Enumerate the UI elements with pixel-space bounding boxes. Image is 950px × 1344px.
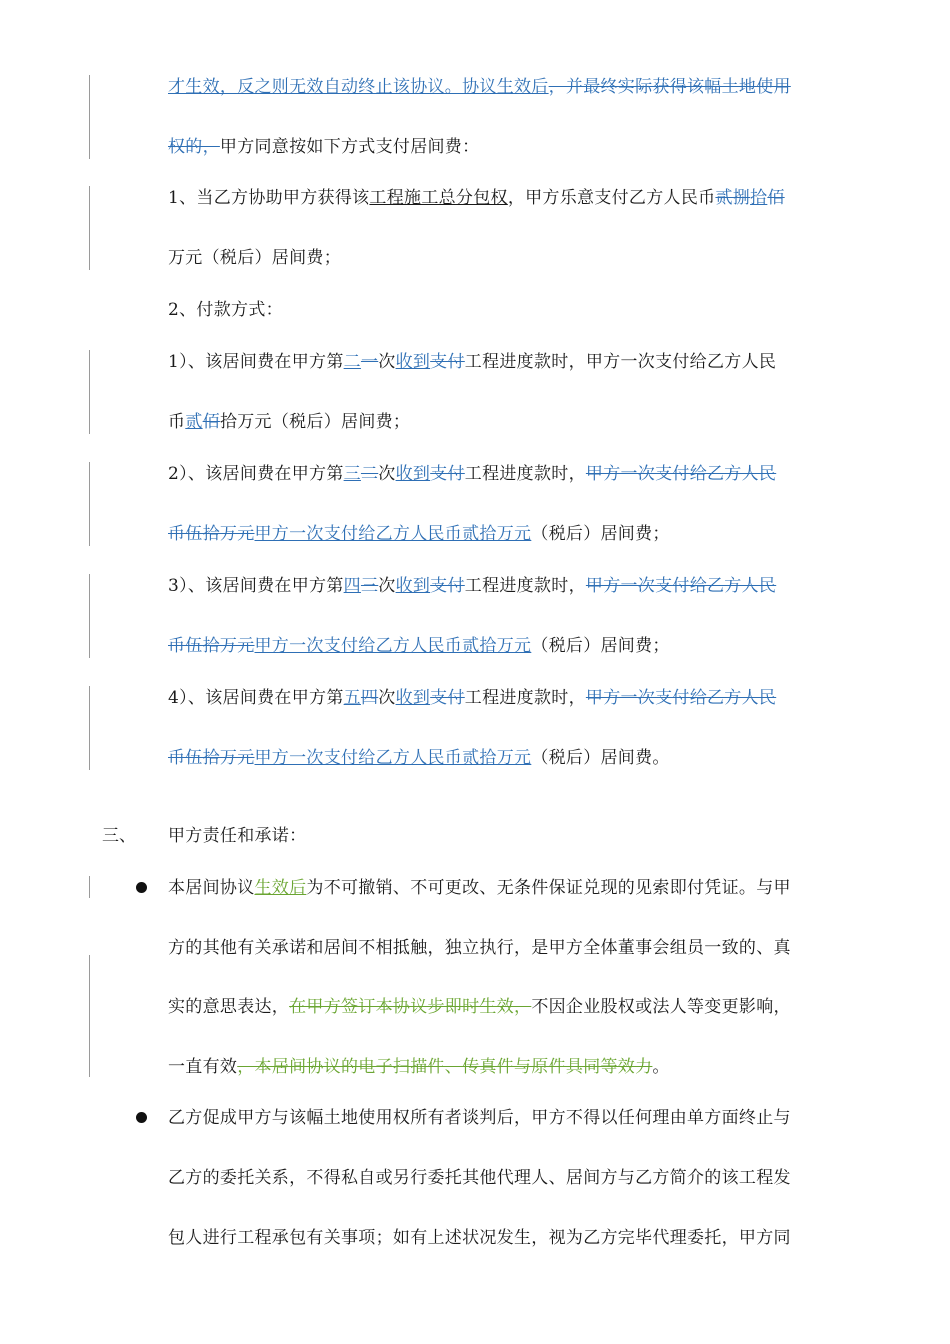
inserted-text: 甲方一次支付给乙方人民币贰拾万元 (254, 636, 532, 656)
underlined-text: 工程施工总分包权 (369, 188, 508, 208)
deleted-text: 甲方一次支付给乙方人民 (585, 688, 777, 708)
sub-item-1-line (168, 410, 410, 434)
sub-item-1-line (168, 350, 776, 374)
deleted-text: 支付 (430, 464, 465, 484)
change-bar (89, 75, 90, 159)
bullet-icon (136, 882, 147, 893)
text: 不因企业股权或法人等变更影响， (531, 997, 791, 1017)
sub-item-2-line (168, 522, 670, 546)
text: 方的其他有关承诺和居间不相抵触，独立执行，是甲方全体董事会组员一致的、真 (168, 938, 791, 958)
text: 乙方促成甲方与该幅土地使用权所有者谈判后，甲方不得以任何理由单方面终止与 (168, 1108, 791, 1128)
text: 次 (378, 352, 396, 372)
text: 。 (652, 1057, 670, 1077)
bullet-1-line (168, 936, 791, 960)
text: 工程进度款时， (464, 464, 586, 484)
inserted-text: 收到 (395, 352, 431, 372)
text: 实的意思表达， (168, 997, 290, 1017)
text: 1、当乙方协助甲方获得该 (168, 188, 370, 208)
deleted-text: 二 (360, 464, 379, 484)
bullet-1-line (168, 1055, 670, 1079)
inserted-text: 收到 (395, 576, 431, 596)
change-bar (89, 574, 90, 658)
text: 拾万元（税后）居间费； (219, 412, 411, 432)
bullet-2-line (168, 1166, 791, 1190)
inserted-text: 拾 (750, 188, 768, 208)
deleted-text: 佰 (202, 412, 220, 432)
deleted-text: 佰 (767, 188, 785, 208)
text: 工程进度款时， (464, 688, 586, 708)
text: 包人进行工程承包有关事项；如有上述状况发生，视为乙方完毕代理委托，甲方同 (168, 1228, 791, 1248)
deleted-text: 贰捌 (715, 188, 751, 208)
item-2-line (168, 298, 283, 322)
bullet-1-line (168, 995, 791, 1019)
change-bar (89, 876, 90, 898)
text: 工程进度款时，甲方一次支付给乙方人民 (464, 352, 777, 372)
paragraph-line (168, 135, 479, 159)
bullet-1-line (168, 876, 791, 900)
text: 次 (378, 688, 396, 708)
inserted-text: 贰 (185, 412, 203, 432)
deleted-text: 甲方一次支付给乙方人民 (585, 576, 777, 596)
inserted-text: 四 (343, 576, 361, 596)
sub-item-4-line (168, 746, 670, 770)
text: 工程进度款时， (464, 576, 586, 596)
change-bar (89, 350, 90, 434)
bullet-2-line (168, 1226, 791, 1250)
item-1-line (168, 186, 785, 210)
text: 4）、该居间费在甲方第 (168, 688, 344, 708)
text: （税后）居间费。 (531, 748, 670, 768)
section-title: 甲方责任和承诺： (168, 826, 307, 846)
inserted-text: 收到 (395, 464, 431, 484)
deleted-text: 在甲方签订本协议步即时生效， (289, 997, 532, 1017)
deleted-text: ，本居间协议的电子扫描件、传真件与原件具同等效力 (237, 1057, 653, 1077)
deleted-text: 币伍拾万元 (168, 748, 255, 768)
bullet-2-line (168, 1106, 791, 1130)
deleted-text: 权的， (168, 137, 220, 157)
paragraph-line (168, 75, 791, 99)
text: 甲方同意按如下方式支付居间费： (219, 137, 480, 157)
text: 3）、该居间费在甲方第 (168, 576, 344, 596)
change-bar (89, 955, 90, 1077)
bullet-icon (136, 1112, 147, 1123)
inserted-text: 才生效，反之则无效自动终止该协议。协议生效后 (168, 77, 549, 97)
text: 本居间协议 (168, 878, 255, 898)
text: （税后）居间费； (531, 636, 670, 656)
deleted-text: 支付 (430, 576, 465, 596)
text: 万元（税后）居间费； (168, 248, 341, 268)
inserted-text: 甲方一次支付给乙方人民币贰拾万元 (254, 524, 532, 544)
text: （税后）居间费； (531, 524, 670, 544)
text: 币 (168, 412, 186, 432)
section-number: 三、 (102, 826, 136, 846)
deleted-text: 甲方一次支付给乙方人民 (585, 464, 777, 484)
deleted-text: 四 (360, 688, 379, 708)
change-bar (89, 686, 90, 770)
sub-item-3-line (168, 634, 670, 658)
text: 2、付款方式： (168, 300, 283, 320)
text: 为不可撤销、不可更改、无条件保证兑现的见索即付凭证。与甲 (306, 878, 791, 898)
text: 乙方的委托关系，不得私自或另行委托其他代理人、居间方与乙方简介的该工程发 (168, 1168, 791, 1188)
inserted-text: 三 (343, 464, 361, 484)
sub-item-2-line (168, 462, 776, 486)
deleted-text: 币伍拾万元 (168, 636, 255, 656)
deleted-text: 币伍拾万元 (168, 524, 255, 544)
sub-item-3-line (168, 574, 776, 598)
deleted-text: 一 (360, 352, 379, 372)
deleted-text: 支付 (430, 688, 465, 708)
text: 2）、该居间费在甲方第 (168, 464, 344, 484)
text: ，甲方乐意支付乙方人民币 (507, 188, 716, 208)
deleted-text: ，并最终实际获得该幅土地使用 (548, 77, 791, 97)
inserted-text: 生效后 (254, 878, 307, 898)
inserted-text: 二 (343, 352, 361, 372)
text: 一直有效 (168, 1057, 238, 1077)
inserted-text: 五 (343, 688, 361, 708)
deleted-text: 三 (360, 576, 379, 596)
change-bar (89, 186, 90, 270)
sub-item-4-line (168, 686, 776, 710)
inserted-text: 收到 (395, 688, 431, 708)
change-bar (89, 462, 90, 546)
text: 次 (378, 464, 396, 484)
item-1-line (168, 246, 341, 270)
text: 1）、该居间费在甲方第 (168, 352, 344, 372)
deleted-text: 支付 (430, 352, 465, 372)
text: 次 (378, 576, 396, 596)
inserted-text: 甲方一次支付给乙方人民币贰拾万元 (254, 748, 532, 768)
